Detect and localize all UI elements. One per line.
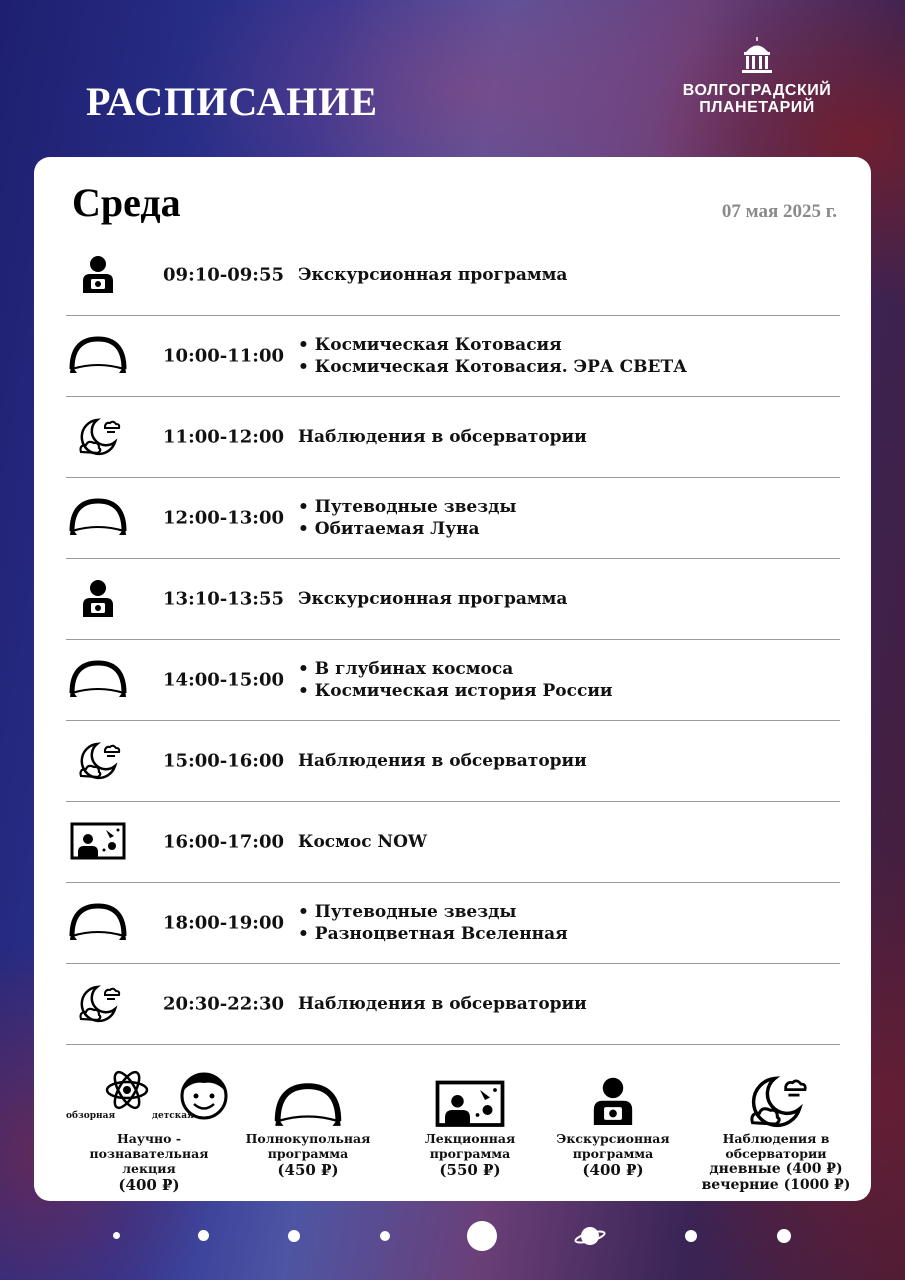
event-title: Экскурсионная программа	[298, 589, 568, 609]
legend-excursion	[538, 1065, 688, 1179]
legend	[58, 1065, 853, 1194]
time-range: 18:00-19:00	[163, 912, 284, 934]
planetarium-building-icon	[737, 36, 777, 76]
legend-lecture	[398, 1065, 542, 1179]
legend-price: (400 ₽)	[118, 1176, 180, 1194]
schedule-row[interactable]	[66, 559, 840, 640]
legend-fulldome	[238, 1065, 378, 1179]
schedule-card	[34, 157, 871, 1201]
time-range: 14:00-15:00	[163, 669, 284, 691]
children-tag: детская	[152, 1111, 194, 1121]
dome-icon	[66, 655, 130, 705]
event-title: Наблюдения в обсерватории	[298, 427, 587, 447]
page-dot[interactable]	[198, 1230, 209, 1241]
legend-price: (550 ₽)	[439, 1161, 501, 1179]
atom-icon	[104, 1065, 150, 1115]
schedule-row[interactable]	[66, 316, 840, 397]
dome-icon	[273, 1081, 343, 1131]
time-range: 10:00-11:00	[163, 345, 284, 367]
legend-science-lecture	[58, 1065, 240, 1194]
overview-tag: обзорная	[66, 1111, 116, 1121]
legend-name: Полнокупольная	[245, 1131, 371, 1146]
legend-name: программа	[429, 1146, 511, 1161]
time-range: 15:00-16:00	[163, 750, 284, 772]
event-title: Наблюдения в обсерватории	[298, 994, 587, 1014]
legend-name: Наблюдения в обсерватории	[722, 1131, 830, 1161]
page-title: РАСПИСАНИЕ	[86, 79, 379, 124]
schedule-row[interactable]	[66, 721, 840, 802]
legend-price: (400 ₽)	[582, 1161, 644, 1179]
moon-cloud-icon	[744, 1073, 808, 1131]
moon-cloud-icon	[66, 736, 130, 786]
event-title: • В глубинах космоса	[298, 659, 514, 679]
schedule-list	[66, 235, 840, 1045]
schedule-row[interactable]	[66, 964, 840, 1045]
time-range: 11:00-12:00	[163, 426, 284, 448]
legend-name: лекция	[122, 1161, 176, 1176]
page-dot[interactable]	[288, 1230, 300, 1242]
legend-name: Лекционная	[424, 1131, 516, 1146]
event-title: • Путеводные звезды	[298, 497, 517, 517]
event-title: • Путеводные звезды	[298, 902, 517, 922]
time-range: 20:30-22:30	[163, 993, 284, 1015]
schedule-row[interactable]	[66, 397, 840, 478]
event-title: • Разноцветная Вселенная	[298, 924, 568, 944]
lecture-icon	[435, 1079, 505, 1131]
legend-observatory	[676, 1065, 876, 1193]
page-dot[interactable]	[113, 1232, 120, 1239]
legend-name: программа	[572, 1146, 654, 1161]
event-title: • Космическая история России	[298, 681, 613, 701]
event-title: • Космическая Котовасия. ЭРА СВЕТА	[298, 357, 687, 377]
schedule-row[interactable]	[66, 640, 840, 721]
logo-text-line2: ПЛАНЕТАРИЙ	[699, 99, 815, 116]
lecture-icon	[66, 817, 130, 867]
time-range: 16:00-17:00	[163, 831, 284, 853]
schedule-row[interactable]	[66, 235, 840, 316]
dome-icon	[66, 331, 130, 381]
page-dot-active[interactable]	[467, 1221, 497, 1251]
schedule-row[interactable]	[66, 478, 840, 559]
page-dot[interactable]	[380, 1231, 390, 1241]
event-title: Экскурсионная программа	[298, 265, 568, 285]
dome-icon	[66, 493, 130, 543]
legend-price-evening: вечерние (1000 ₽)	[701, 1177, 851, 1193]
schedule-row[interactable]	[66, 802, 840, 883]
event-title: Наблюдения в обсерватории	[298, 751, 587, 771]
legend-name: Научно - познавательная	[89, 1131, 209, 1161]
legend-name: Экскурсионная	[556, 1131, 670, 1146]
page-dot[interactable]	[685, 1230, 697, 1242]
guide-icon	[66, 574, 130, 624]
weekday-heading: Среда	[72, 180, 181, 225]
page-dot[interactable]	[777, 1229, 791, 1243]
event-title: • Космическая Котовасия	[298, 335, 562, 355]
page-indicator	[0, 1218, 905, 1258]
planet-icon[interactable]	[574, 1222, 606, 1250]
legend-price: (450 ₽)	[277, 1161, 339, 1179]
schedule-row[interactable]	[66, 883, 840, 964]
moon-cloud-icon	[66, 979, 130, 1029]
guide-icon	[590, 1073, 636, 1131]
event-title: Космос NOW	[298, 832, 427, 852]
time-range: 12:00-13:00	[163, 507, 284, 529]
logo-text-line1: ВОЛГОГРАДСКИЙ	[682, 82, 832, 99]
guide-icon	[66, 250, 130, 300]
legend-name: программа	[267, 1146, 349, 1161]
planetarium-logo[interactable]	[672, 36, 842, 116]
legend-price-day: дневные (400 ₽)	[709, 1161, 843, 1177]
event-title: • Обитаемая Луна	[298, 519, 480, 539]
time-range: 13:10-13:55	[163, 588, 284, 610]
dome-icon	[66, 898, 130, 948]
schedule-date: 07 мая 2025 г.	[721, 201, 837, 222]
time-range: 09:10-09:55	[163, 264, 284, 286]
moon-cloud-icon	[66, 412, 130, 462]
